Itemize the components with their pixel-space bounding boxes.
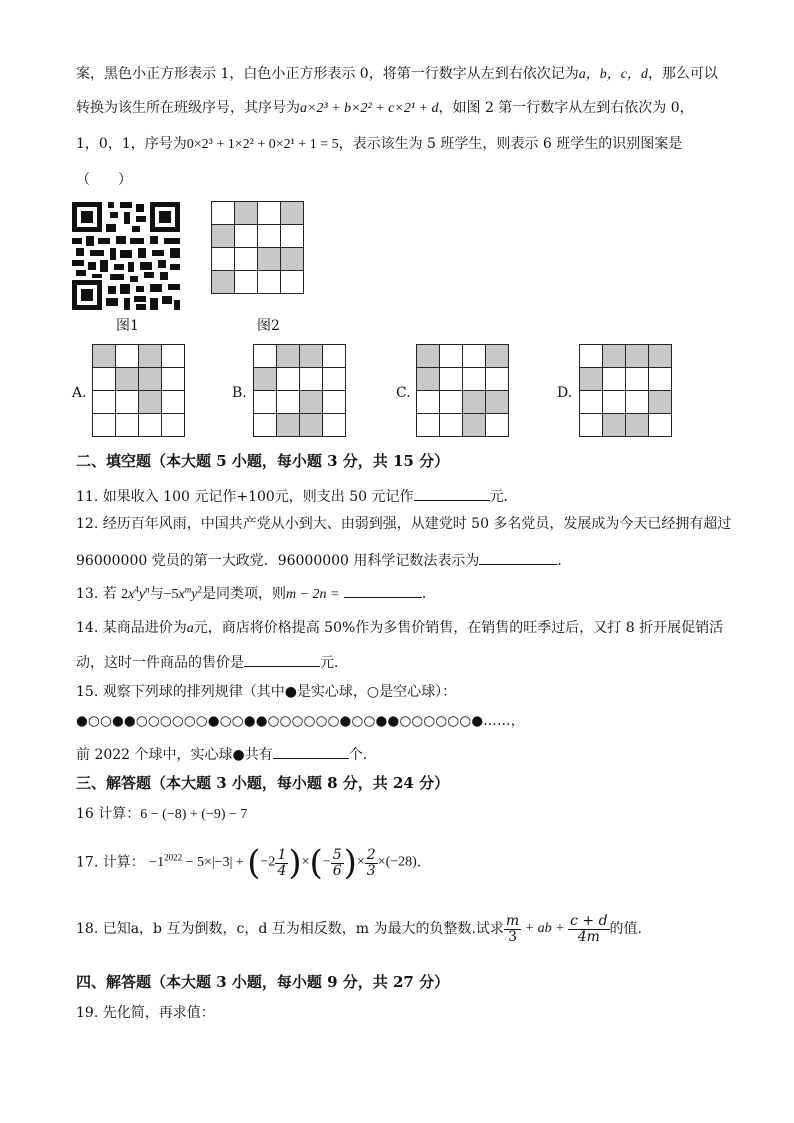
expression: 6 − (−8) + (−9) − 7	[140, 807, 248, 822]
white-square	[258, 271, 281, 294]
term-2: $-5x^my^2$	[163, 584, 202, 602]
black-square	[649, 391, 672, 414]
expression: m − 2n =	[285, 587, 340, 602]
question-text: 元，商店将价格提高 50%作为多售价销售，在销售的旺季过后，又打 8 折开展促销活	[193, 620, 724, 636]
option-b-label: B.	[232, 385, 247, 401]
fraction: $\frac{5}{6}$	[332, 846, 342, 879]
white-square	[281, 271, 304, 294]
white-square	[212, 248, 235, 271]
white-square	[463, 345, 486, 368]
black-square	[277, 414, 300, 437]
black-square	[300, 345, 323, 368]
white-square	[440, 368, 463, 391]
fraction: $\frac{c + d}{4m}$	[570, 913, 608, 945]
white-square	[235, 225, 258, 248]
white-square	[463, 368, 486, 391]
expression: $-1^{2022} - 5\times|-3|$ +	[149, 851, 248, 870]
black-square	[603, 414, 626, 437]
question-14-line-1	[76, 620, 723, 638]
times: ×	[301, 854, 310, 870]
white-square	[323, 368, 346, 391]
black-square	[300, 391, 323, 414]
ball-sequence: ●○○●●○○○○○○●○○●●○○○○○○●○○●●○○○○○○●……，	[76, 713, 525, 729]
white-square	[300, 368, 323, 391]
question-12-line-2	[76, 550, 571, 570]
fraction: $\frac{2}{3}$	[366, 846, 376, 879]
black-square	[417, 345, 440, 368]
intro-line-3	[76, 136, 682, 154]
question-15-line-3	[76, 744, 377, 764]
question-17	[76, 843, 431, 892]
white-square	[116, 345, 139, 368]
term-1: $2x^4y^n$	[121, 584, 150, 602]
white-square	[417, 414, 440, 437]
paren: (	[309, 843, 323, 883]
white-square	[323, 414, 346, 437]
class-number-formula: a×2³ + b×2² + c×2¹ + d	[300, 101, 439, 116]
white-square	[162, 414, 185, 437]
white-square	[139, 414, 162, 437]
question-text: 13. 若	[76, 586, 117, 602]
white-square	[235, 271, 258, 294]
question-text: ．	[416, 854, 431, 871]
section-2-title: 二、填空题（本大题 5 小题，每小题 3 分，共 15 分）	[76, 452, 450, 470]
intro-text: 案，黑色小正方形表示 1，白色小正方形表示 0，将第一行数字从左到右依次记为	[76, 66, 579, 82]
option-d-grid[interactable]	[579, 344, 672, 437]
qr-code-image	[70, 200, 182, 312]
white-square	[580, 391, 603, 414]
white-square	[649, 414, 672, 437]
intro-text: 1，0，1，序号为	[76, 136, 187, 152]
intro-vars: a，b，c，d	[578, 67, 648, 82]
option-a-grid[interactable]	[92, 344, 185, 437]
black-square	[212, 271, 235, 294]
mixed-number: −2	[260, 854, 276, 870]
black-square	[281, 202, 304, 225]
question-19: 19. 先化简，再求值：	[76, 1005, 215, 1021]
section-4-title: 四、解答题（本大题 3 小题，每小题 9 分，共 27 分）	[76, 973, 450, 991]
question-16	[76, 806, 247, 824]
option-c-grid[interactable]	[416, 344, 509, 437]
white-square	[212, 202, 235, 225]
white-square	[254, 345, 277, 368]
question-text: 的值.	[609, 921, 642, 938]
white-square	[440, 345, 463, 368]
figure-2-label: 图2	[257, 318, 280, 334]
white-square	[277, 391, 300, 414]
answer-blank[interactable]	[273, 744, 349, 759]
white-square	[277, 368, 300, 391]
black-square	[93, 345, 116, 368]
question-text: 16 计算：	[76, 806, 141, 822]
white-square	[440, 414, 463, 437]
fraction: $\frac{1}{4}$	[277, 846, 287, 879]
white-square	[116, 414, 139, 437]
intro-text: ，那么可以	[647, 66, 718, 82]
black-square	[212, 225, 235, 248]
white-square	[254, 414, 277, 437]
black-square	[486, 391, 509, 414]
black-square	[281, 248, 304, 271]
question-13	[76, 583, 436, 604]
white-square	[323, 345, 346, 368]
question-text: 前 2022 个球中，实心球●共有	[76, 747, 273, 763]
black-square	[417, 368, 440, 391]
example-formula: 0×2³ + 1×2² + 0×2¹ + 1 = 5	[186, 137, 339, 152]
option-b-grid[interactable]	[253, 344, 346, 437]
white-square	[580, 414, 603, 437]
question-12-line-1: 12. 经历百年风雨，中国共产党从小到大、由弱到强，从建党时 50 多名党员，发展成为今天已经拥有超过	[76, 516, 732, 532]
white-square	[649, 368, 672, 391]
white-square	[162, 391, 185, 414]
black-square	[300, 414, 323, 437]
white-square	[116, 391, 139, 414]
black-square	[580, 368, 603, 391]
black-square	[139, 391, 162, 414]
white-square	[323, 391, 346, 414]
white-square	[258, 225, 281, 248]
question-14-line-2	[76, 652, 348, 672]
paren: )	[288, 843, 302, 883]
expression: + ab +	[521, 921, 569, 937]
white-square	[162, 345, 185, 368]
black-square	[649, 345, 672, 368]
intro-line-2	[76, 100, 694, 118]
black-square	[626, 414, 649, 437]
figure-1-label: 图1	[116, 318, 139, 334]
white-square	[93, 391, 116, 414]
black-square	[254, 368, 277, 391]
question-text: 个．	[348, 747, 377, 763]
option-c-label: C.	[396, 385, 411, 401]
white-square	[486, 414, 509, 437]
option-d-label: D.	[557, 385, 573, 401]
white-square	[580, 345, 603, 368]
white-square	[281, 225, 304, 248]
question-text: 是同类项，则	[201, 586, 286, 602]
section-3-title: 三、解答题（本大题 3 小题，每小题 8 分，共 24 分）	[76, 774, 450, 792]
question-text: ．	[557, 553, 572, 569]
question-text: 11. 如果收入 100 元记作+100元，则支出 50 元记作	[76, 489, 414, 505]
question-text: 17. 计算：	[76, 854, 145, 871]
black-square	[116, 368, 139, 391]
question-text: 与	[149, 586, 164, 602]
white-square	[162, 368, 185, 391]
white-square	[603, 391, 626, 414]
question-11	[76, 486, 518, 506]
answer-blank[interactable]	[414, 486, 490, 501]
times: ×	[356, 854, 365, 870]
white-square	[417, 391, 440, 414]
intro-text: ，表示该生为 5 班学生，则表示 6 班学生的识别图案是	[338, 136, 683, 152]
expression: ×(−28)	[377, 854, 417, 870]
black-square	[258, 248, 281, 271]
question-text: 14. 某商品进价为	[76, 620, 187, 636]
question-text: 元．	[320, 655, 348, 671]
question-text: 18. 已知a，b 互为倒数，c，d 互为相反数，m 为最大的负整数.试求	[76, 921, 504, 938]
black-square	[235, 202, 258, 225]
white-square	[258, 202, 281, 225]
black-square	[463, 391, 486, 414]
paren: )	[343, 843, 357, 883]
white-square	[440, 391, 463, 414]
intro-line-1	[76, 66, 718, 84]
black-square	[626, 345, 649, 368]
answer-blank[interactable]	[479, 550, 557, 565]
white-square	[254, 391, 277, 414]
white-square	[235, 248, 258, 271]
question-15-line-1: 15. 观察下列球的排列规律（其中●是实心球，○是空心球）：	[76, 684, 457, 700]
intro-text: ，如图 2 第一行数字从左到右依次为 0，	[438, 100, 694, 116]
black-square	[603, 345, 626, 368]
white-square	[93, 414, 116, 437]
option-a-label: A.	[72, 385, 87, 401]
white-square	[626, 391, 649, 414]
minus: −	[322, 854, 331, 870]
white-square	[486, 368, 509, 391]
answer-blank[interactable]	[344, 583, 422, 598]
question-text: 元．	[489, 489, 518, 505]
variable: a	[186, 621, 194, 636]
black-square	[463, 414, 486, 437]
intro-text: 转换为该生所在班级序号，其序号为	[76, 100, 300, 116]
black-square	[139, 368, 162, 391]
white-square	[93, 368, 116, 391]
black-square	[277, 345, 300, 368]
question-text: ．	[421, 586, 436, 602]
question-text: 96000000 党员的第一大政党．96000000 用科学记数法表示为	[76, 553, 480, 569]
white-square	[626, 368, 649, 391]
paren: (	[247, 843, 261, 883]
black-square	[139, 345, 162, 368]
figure-2-grid	[211, 201, 304, 294]
answer-blank[interactable]	[244, 652, 320, 667]
answer-bracket: （ ）	[76, 172, 132, 188]
question-text: 动，这时一件商品的售价是	[76, 655, 244, 671]
fraction: $\frac{m}{3}$	[505, 913, 520, 945]
question-18	[76, 914, 642, 956]
black-square	[486, 345, 509, 368]
white-square	[603, 368, 626, 391]
